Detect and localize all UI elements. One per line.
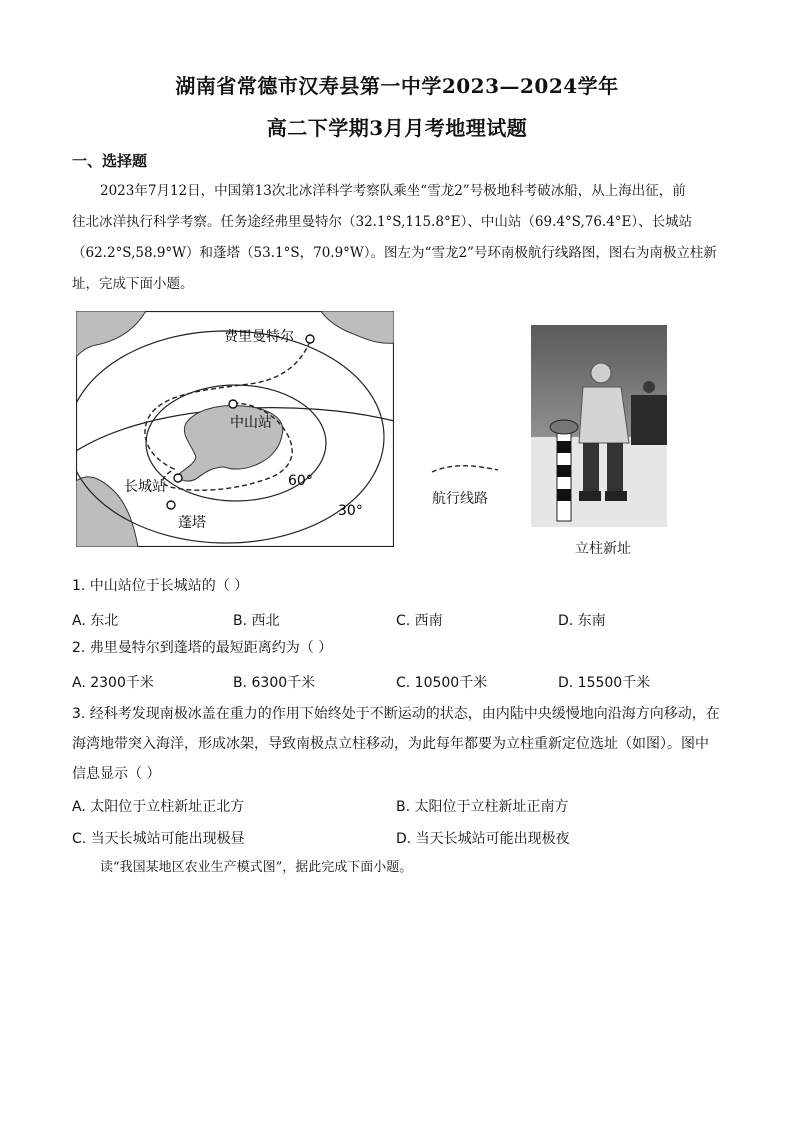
question-3-stem bbox=[72, 699, 722, 789]
zhongshan-label: 中山站 bbox=[230, 415, 272, 431]
punta-label: 蓬塔 bbox=[178, 515, 206, 531]
intro-line-4: 址，完成下面小题。 bbox=[72, 276, 194, 292]
question-2-stem: 2. 弗里曼特尔到蓬塔的最短距离约为（ ） bbox=[72, 640, 333, 656]
fremantle-marker bbox=[306, 335, 314, 343]
q3-option-a[interactable]: A. 太阳位于立柱新址正北方 bbox=[72, 799, 245, 815]
q2-option-c[interactable]: C. 10500千米 bbox=[396, 675, 488, 691]
section-heading: 一、选择题 bbox=[72, 152, 148, 170]
latitude-30-label: 30° bbox=[338, 503, 363, 519]
q3-option-d[interactable]: D. 当天长城站可能出现极夜 bbox=[396, 831, 570, 847]
intro-paragraph bbox=[72, 176, 722, 300]
q2-option-b[interactable]: B. 6300千米 bbox=[233, 675, 316, 691]
next-intro-line: 读“我国某地区农业生产模式图”，据此完成下面小题。 bbox=[100, 860, 413, 875]
pillar-new-site-photo bbox=[531, 325, 667, 527]
next-intro bbox=[72, 852, 722, 883]
q1-option-b[interactable]: B. 西北 bbox=[233, 613, 280, 629]
q3-stem-line-1: 3. 经科考发现南极冰盖在重力的作用下始终处于不断运动的状态，由内陆中央缓慢地向沿海方向移动，在 bbox=[72, 706, 720, 722]
q1-option-a[interactable]: A. 东北 bbox=[72, 613, 119, 629]
q3-stem-line-2: 海湾地带突入海洋，形成冰架，导致南极点立柱移动，为此每年都要为立柱重新定位选址（如图）。图中 bbox=[72, 736, 709, 752]
intro-line-2: 往北冰洋执行科学考察。任务途经弗里曼特尔（32.1°S,115.8°E）、中山站（69.4°S,76.4°E）、长城站 bbox=[72, 214, 693, 230]
punta-marker bbox=[167, 501, 175, 509]
q2-option-a[interactable]: A. 2300千米 bbox=[72, 675, 154, 691]
q1-option-d[interactable]: D. 东南 bbox=[558, 613, 606, 629]
route-legend-label: 航行线路 bbox=[432, 491, 488, 507]
great-wall-marker bbox=[174, 474, 182, 482]
q3-stem-line-3: 信息显示（ ） bbox=[72, 766, 161, 782]
intro-line-1: 2023年7月12日，中国第13次北冰洋科学考察队乘坐“雪龙2”号极地科考破冰船，从上海出征，前 bbox=[100, 183, 686, 199]
q3-option-c[interactable]: C. 当天长城站可能出现极昼 bbox=[72, 831, 245, 847]
document-title-line2: 高二下学期3月月考地理试题 bbox=[266, 116, 528, 140]
document-title-line1: 湖南省常德市汉寿县第一中学2023—2024学年 bbox=[175, 74, 619, 98]
q3-option-b[interactable]: B. 太阳位于立柱新址正南方 bbox=[396, 799, 569, 815]
q1-option-c[interactable]: C. 西南 bbox=[396, 613, 443, 629]
intro-line-3: （62.2°S,58.9°W）和蓬塔（53.1°S，70.9°W）。图左为“雪龙2”号环南极航行线路图，图右为南极立柱新 bbox=[72, 245, 717, 261]
q2-option-d[interactable]: D. 15500千米 bbox=[558, 675, 651, 691]
photo-caption: 立柱新址 bbox=[575, 541, 631, 557]
route-legend-line bbox=[430, 462, 500, 476]
great-wall-label: 长城站 bbox=[124, 479, 166, 495]
question-1-stem: 1. 中山站位于长城站的（ ） bbox=[72, 578, 249, 594]
zhongshan-marker bbox=[229, 400, 237, 408]
fremantle-label: 费里曼特尔 bbox=[224, 329, 294, 345]
antarctic-route-map bbox=[76, 311, 394, 547]
latitude-60-label: 60° bbox=[288, 473, 313, 489]
